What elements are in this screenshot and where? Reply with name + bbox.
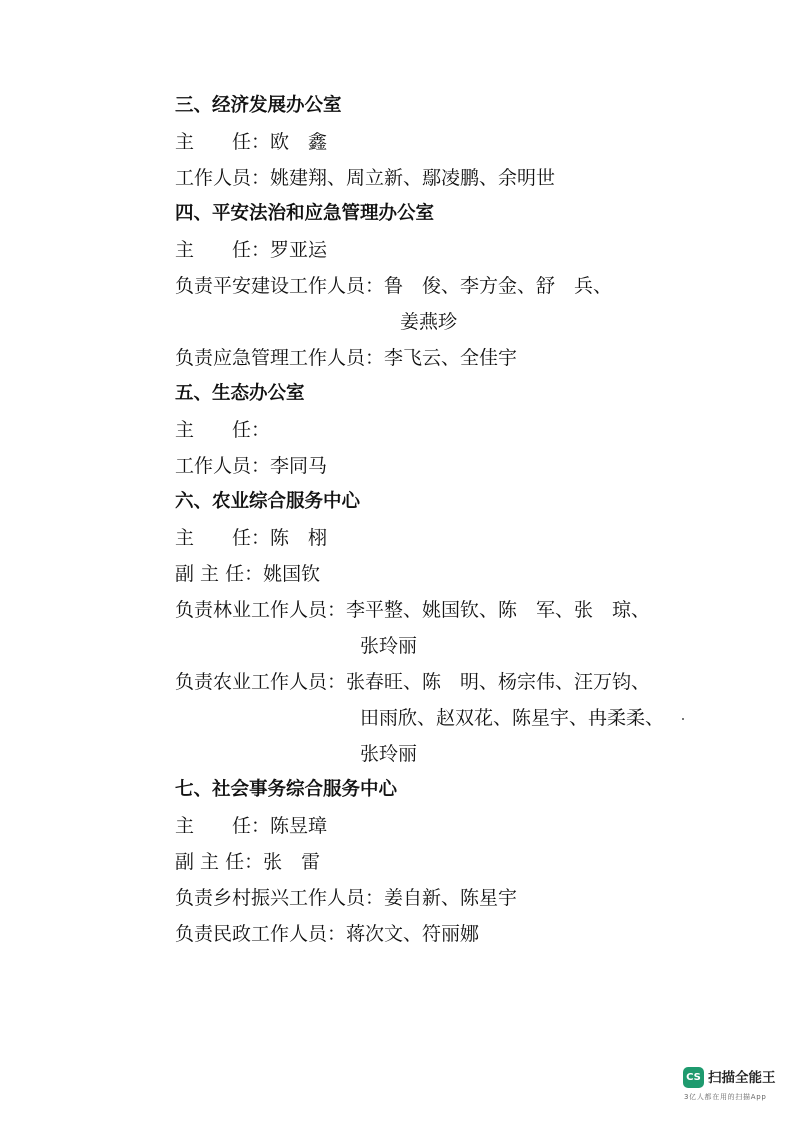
forestry-staff-continuation: 张玲丽 <box>360 635 418 657</box>
section-heading-safety: 四、平安法治和应急管理办公室 <box>175 203 435 224</box>
forestry-staff-value: 李平整、姚国钦、陈 军、张 琼、 <box>346 599 651 621</box>
rural-revitalization-staff-row <box>175 886 517 910</box>
staff-row <box>175 166 555 190</box>
director-row <box>175 238 327 262</box>
agriculture-staff-row <box>175 670 650 694</box>
civil-affairs-staff-label: 负责民政工作人员： <box>175 923 347 945</box>
director-row <box>175 814 327 838</box>
safety-staff-value: 鲁 俊、李方金、舒 兵、 <box>384 275 613 297</box>
rural-revitalization-staff-value: 姜自新、陈星宇 <box>384 887 518 909</box>
director-value: 欧 鑫 <box>270 131 328 153</box>
safety-staff-continuation: 姜燕珍 <box>400 311 458 333</box>
section-heading-ecology: 五、生态办公室 <box>175 383 305 404</box>
director-label: 主 任： <box>175 527 271 549</box>
director-value: 罗亚运 <box>270 239 328 261</box>
watermark-subtitle: 3亿人都在用的扫描App <box>684 1093 767 1101</box>
watermark-title: 扫描全能王 <box>708 1070 776 1086</box>
deputy-director-row <box>175 562 320 586</box>
staff-row <box>175 454 327 478</box>
forestry-staff-label: 负责林业工作人员： <box>175 599 347 621</box>
director-value: 陈 栩 <box>270 527 328 549</box>
director-label: 主 任： <box>175 131 271 153</box>
director-label: 主 任： <box>175 239 271 261</box>
scan-speck <box>682 718 684 720</box>
emergency-staff-value: 李飞云、全佳宇 <box>384 347 518 369</box>
emergency-staff-label: 负责应急管理工作人员： <box>175 347 385 369</box>
director-row <box>175 418 270 442</box>
deputy-director-value: 姚国钦 <box>263 563 321 585</box>
camscanner-logo-icon: CS <box>683 1067 704 1088</box>
forestry-staff-row <box>175 598 650 622</box>
staff-label: 工作人员： <box>175 167 271 189</box>
deputy-director-label: 副 主 任： <box>175 851 264 873</box>
staff-value: 李同马 <box>270 455 328 477</box>
safety-staff-label: 负责平安建设工作人员： <box>175 275 385 297</box>
agriculture-staff-value: 张春旺、陈 明、杨宗伟、汪万钧、 <box>346 671 651 693</box>
director-value: 陈昱璋 <box>270 815 328 837</box>
deputy-director-value: 张 雷 <box>263 851 321 873</box>
section-heading-social-affairs: 七、社会事务综合服务中心 <box>175 779 398 800</box>
director-label: 主 任： <box>175 815 271 837</box>
section-heading-agriculture: 六、农业综合服务中心 <box>175 491 361 512</box>
deputy-director-label: 副 主 任： <box>175 563 264 585</box>
safety-staff-row <box>175 274 612 298</box>
director-label: 主 任： <box>175 419 271 441</box>
agriculture-staff-continuation: 张玲丽 <box>360 743 418 765</box>
staff-label: 工作人员： <box>175 455 271 477</box>
scanner-watermark <box>683 1067 783 1107</box>
emergency-staff-row <box>175 346 517 370</box>
civil-affairs-staff-value: 蒋次文、符丽娜 <box>346 923 480 945</box>
rural-revitalization-staff-label: 负责乡村振兴工作人员： <box>175 887 385 909</box>
staff-value: 姚建翔、周立新、鄢凌鹏、余明世 <box>270 167 556 189</box>
civil-affairs-staff-row <box>175 922 479 946</box>
section-heading-economic: 三、经济发展办公室 <box>175 95 342 116</box>
agriculture-staff-label: 负责农业工作人员： <box>175 671 347 693</box>
deputy-director-row <box>175 850 320 874</box>
director-row <box>175 526 327 550</box>
agriculture-staff-continuation: 田雨欣、赵双花、陈星宇、冉柔柔、 <box>360 707 665 729</box>
director-row <box>175 130 327 154</box>
